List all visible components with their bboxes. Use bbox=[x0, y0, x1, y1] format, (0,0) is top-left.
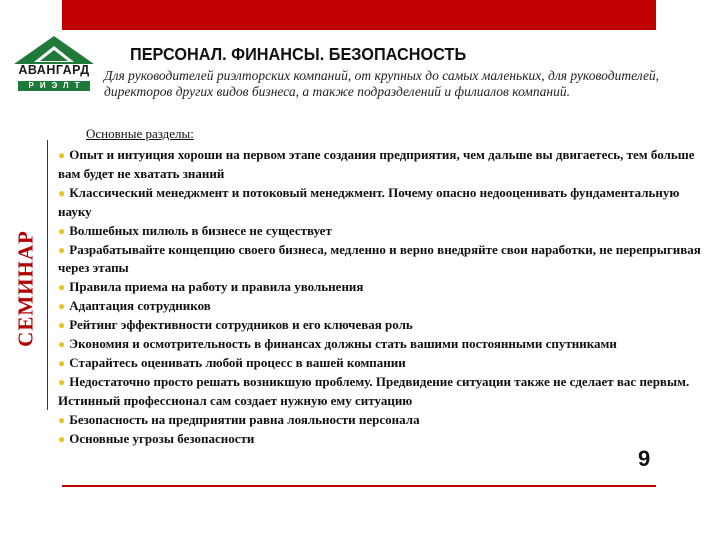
subtitle: Для руководителей риэлторских компаний, от крупных до самых маленьких, для руководителей, директоров других видов бизнеса, а также подразделений и филиалов компаний. bbox=[104, 68, 660, 99]
bullet-icon: ● bbox=[58, 242, 66, 257]
page-title: ПЕРСОНАЛ. ФИНАНСЫ. БЕЗОПАСНОСТЬ bbox=[130, 44, 467, 64]
bullet-icon: ● bbox=[58, 431, 66, 446]
sections-label: Основные разделы: bbox=[86, 126, 194, 141]
list-item bbox=[58, 316, 703, 335]
list-item-text: Разрабатывайте концепцию своего бизнеса, медленно и верно внедряйте свои наработки, не перепрыгивая через этапы bbox=[58, 241, 701, 276]
bullet-icon: ● bbox=[58, 299, 66, 314]
list-item bbox=[58, 373, 703, 411]
list-item-text: Безопасность на предприятии равна лояльности персонала bbox=[69, 411, 420, 427]
page-number: 9 bbox=[638, 446, 651, 471]
list-item bbox=[58, 411, 703, 430]
bullet-icon: ● bbox=[58, 148, 66, 162]
list-item bbox=[58, 335, 703, 354]
list-item bbox=[58, 278, 703, 297]
list-item bbox=[58, 222, 703, 241]
list-item bbox=[58, 430, 703, 449]
list-item-text: Волшебных пилюль в бизнесе не существует bbox=[69, 222, 332, 238]
list-item-text: Классический менеджмент и потоковый менеджмент. Почему опасно недооценивать фундаментальную науку bbox=[58, 184, 680, 219]
bullet-icon: ● bbox=[58, 318, 66, 333]
footer-line bbox=[62, 485, 656, 487]
list-item bbox=[58, 146, 703, 184]
bullet-icon: ● bbox=[58, 337, 66, 352]
side-label: СЕМИНАР bbox=[13, 230, 38, 347]
topics-list bbox=[58, 146, 703, 449]
list-item-text: Правила приема на работу и правила увольнения bbox=[69, 279, 364, 295]
list-item-text: Опыт и интуиция хороши на первом этапе создания предприятия, чем дальше вы двигаетесь, тем больше вам будет не хватать знаний bbox=[58, 147, 695, 181]
list-item bbox=[58, 297, 703, 316]
list-item-text: Основные угрозы безопасности bbox=[69, 430, 255, 446]
list-item-text: Недостаточно просто решать возникшую проблему. Предвидение ситуации также не сделает вас первым. Истинный профессионал сам создает нужную ему ситуацию bbox=[58, 373, 690, 408]
header-bar bbox=[62, 0, 656, 30]
logo-subtitle: РИЭЛТ bbox=[18, 81, 90, 91]
list-item bbox=[58, 241, 703, 279]
list-item-text: Старайтесь оценивать любой процесс в вашей компании bbox=[69, 354, 406, 370]
logo-name: АВАНГАРД bbox=[18, 63, 90, 77]
bullet-icon: ● bbox=[58, 223, 66, 238]
bullet-icon: ● bbox=[58, 355, 66, 370]
list-item bbox=[58, 184, 703, 222]
list-item bbox=[58, 354, 703, 373]
bullet-icon: ● bbox=[58, 412, 66, 427]
bullet-icon: ● bbox=[58, 280, 66, 295]
side-divider bbox=[47, 140, 48, 410]
company-logo bbox=[10, 36, 98, 96]
house-roof-icon bbox=[10, 36, 98, 66]
list-item-text: Рейтинг эффективности сотрудников и его ключевая роль bbox=[69, 317, 413, 333]
list-item-text: Адаптация сотрудников bbox=[69, 298, 211, 314]
bullet-icon: ● bbox=[58, 374, 66, 389]
bullet-icon: ● bbox=[58, 185, 66, 200]
list-item-text: Экономия и осмотрительность в финансах должны стать вашими постоянными спутниками bbox=[69, 336, 617, 352]
